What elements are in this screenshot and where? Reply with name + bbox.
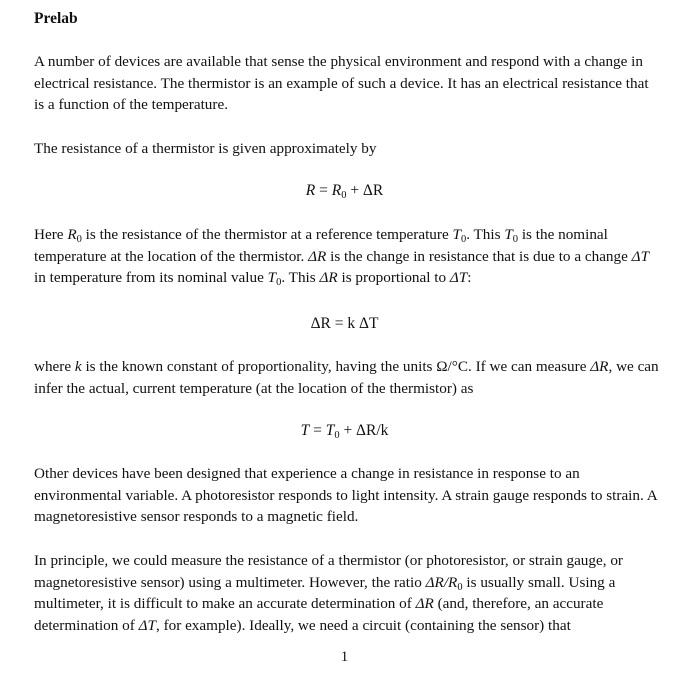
paragraph-multimeter: In principle, we could measure the resistance of a thermistor (or photoresistor, or strain gauge, or magnetoresistive sensor) using a multimeter. However, the ratio $\Delta R/R_0$ is usually small. Using a multimeter, it is difficult to make an accurate determination of ΔR (and, therefore, an accurate determination of ΔT, for example). Ideally, we need a circuit (containing the sensor) that bbox=[34, 552, 623, 634]
paragraph-definitions: Here $R_0$ is the resistance of the thermistor at a reference temperature $T_0$. This $T_0$ is the nominal temperature at the location of the thermistor. ΔR is the change in resistance that is due to a change ΔT in temperature from its nominal value $T_0$. This ΔR is proportional to ΔT: bbox=[34, 226, 650, 288]
equation-proportional: ΔR = k ΔT bbox=[310, 315, 379, 332]
equation-temperature: $T = T_0 + \Delta R/k$ bbox=[300, 422, 389, 441]
paragraph-other-devices: Other devices have been designed that experience a change in resistance in response to an environmental variable. A photoresistor responds to light intensity. A strain gauge responds to strain. A magnetoresistive sensor responds to a magnetic field. bbox=[34, 465, 657, 525]
heading-prelab: Prelab bbox=[34, 10, 78, 27]
paragraph-resistance-given: The resistance of a thermistor is given approximately by bbox=[34, 140, 377, 157]
equation-resistance: $R = R_0 + \Delta R$ bbox=[305, 182, 384, 201]
paragraph-intro: A number of devices are available that sense the physical environment and respond with a change in electrical resistance. The thermistor is an example of such a device. It has an electrical resistance that is a function of the temperature. bbox=[34, 53, 649, 113]
paragraph-constant: where k is the known constant of proportionality, having the units Ω/°C. If we can measure ΔR, we can infer the actual, current temperature (at the location of the thermistor) as bbox=[34, 358, 659, 397]
page-number: 1 bbox=[340, 649, 349, 665]
